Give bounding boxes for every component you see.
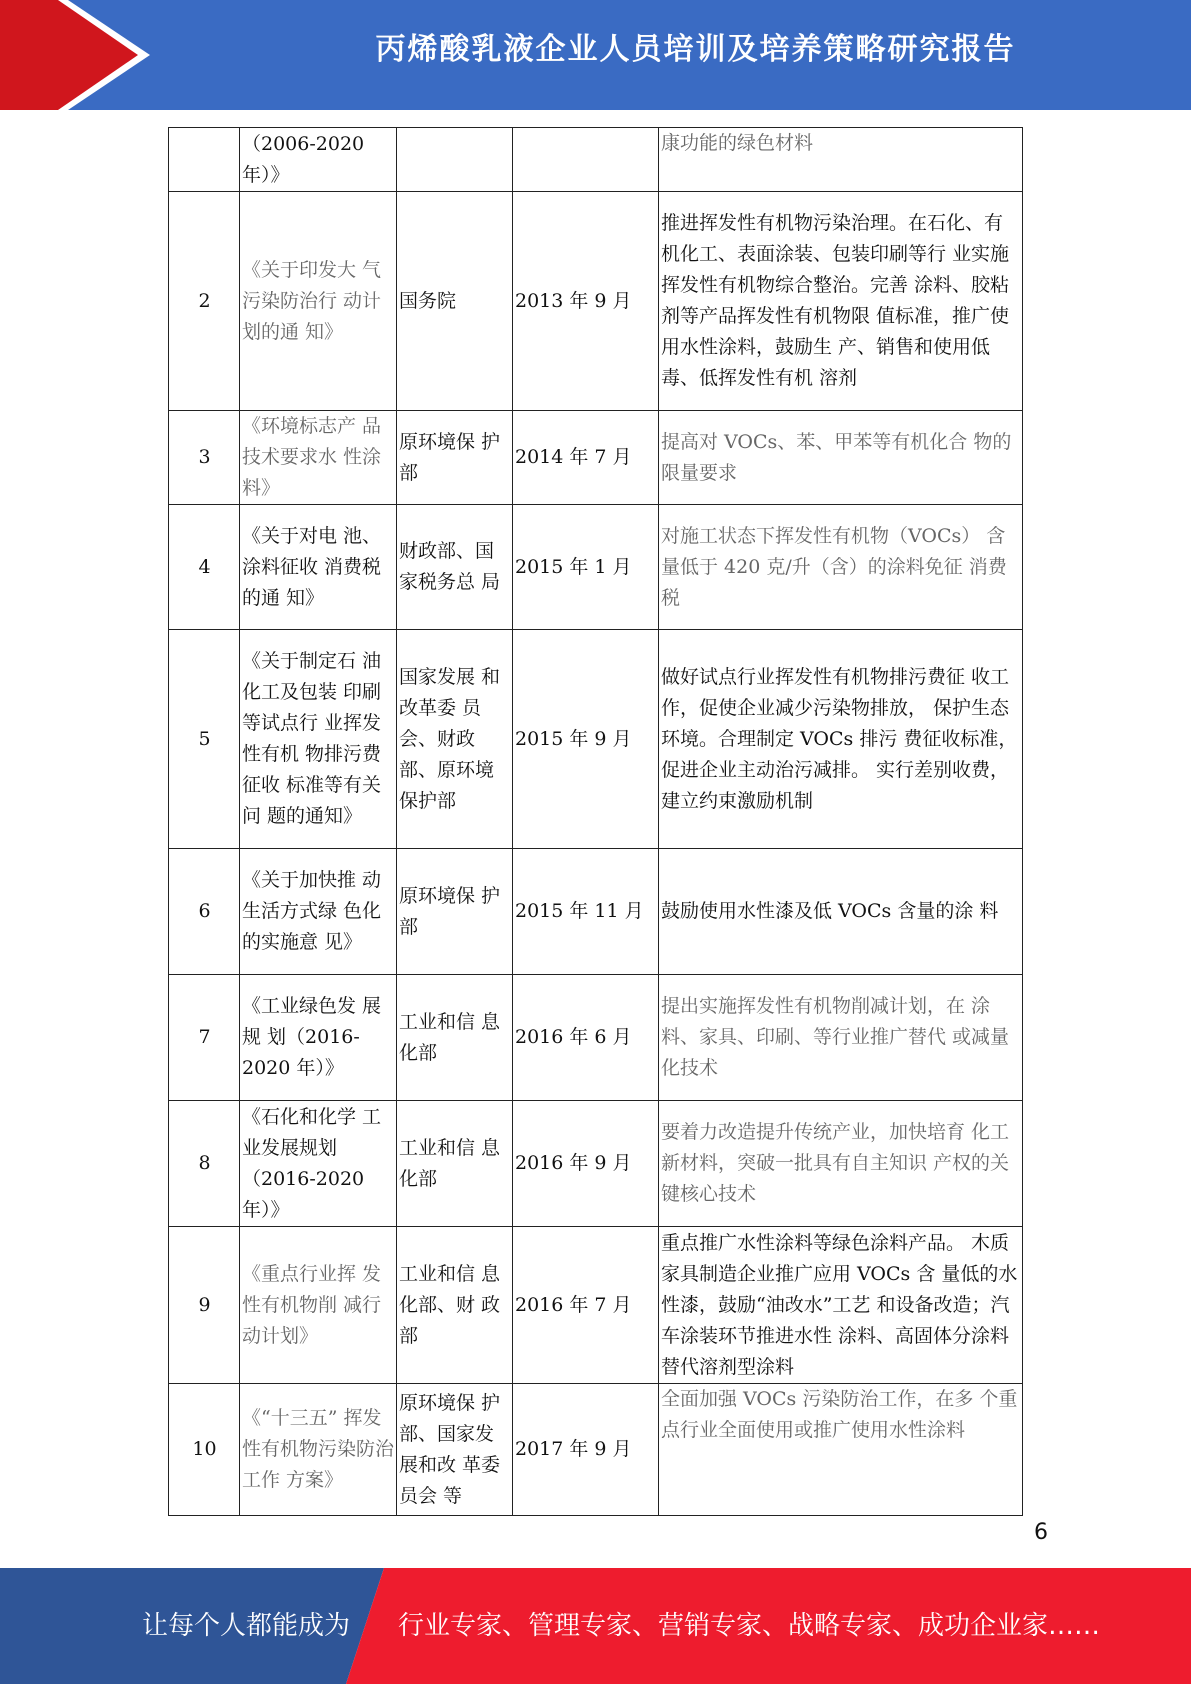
table-row	[169, 630, 1023, 849]
table-row	[169, 1384, 1023, 1516]
policy-table	[168, 127, 1023, 1516]
table-cell-name: 《“十三五” 挥发性有机物污染防治工作 方案》	[240, 1384, 397, 1516]
table-cell-content: 全面加强 VOCs 污染防治工作，在多 个重点行业全面使用或推广使用水性涂料	[659, 1384, 1023, 1516]
table-cell-issuer: 国务院	[397, 192, 513, 411]
table-cell-content: 鼓励使用水性漆及低 VOCs 含量的涂 料	[659, 849, 1023, 975]
table-cell-issuer	[397, 128, 513, 192]
table-cell-no: 8	[169, 1101, 240, 1227]
table-cell-issuer: 工业和信 息化部	[397, 1101, 513, 1227]
table-cell-no	[169, 128, 240, 192]
footer-slogan-right: 行业专家、管理专家、营销专家、战略专家、成功企业家……	[398, 1611, 1101, 1641]
table-cell-no: 4	[169, 505, 240, 630]
table-cell-date: 2015 年 1 月	[513, 505, 659, 630]
table-cell-date: 2015 年 11 月	[513, 849, 659, 975]
footer-banner	[0, 1568, 1191, 1684]
table-cell-content: 要着力改造提升传统产业，加快培育 化工新材料，突破一批具有自主知识 产权的关键核心技术	[659, 1101, 1023, 1227]
header-arrow-icon	[0, 0, 160, 110]
table-cell-name: 《关于对电 池、涂料征收 消费税的通 知》	[240, 505, 397, 630]
table-cell-name: 《重点行业挥 发性有机物削 减行动计划》	[240, 1227, 397, 1384]
table-cell-issuer: 工业和信 息化部	[397, 975, 513, 1101]
table-cell-name: 《关于加快推 动生活方式绿 色化的实施意 见》	[240, 849, 397, 975]
table-cell-issuer: 财政部、国家税务总 局	[397, 505, 513, 630]
table-cell-issuer: 工业和信 息化部、财 政部	[397, 1227, 513, 1384]
table-cell-date: 2015 年 9 月	[513, 630, 659, 849]
table-cell-date: 2014 年 7 月	[513, 411, 659, 505]
table-cell-name: 《关于制定石 油化工及包装 印刷等试点行 业挥发性有机 物排污费征收 标准等有关问 题的通知》	[240, 630, 397, 849]
table-cell-no: 10	[169, 1384, 240, 1516]
table-cell-name: 《环境标志产 品技术要求水 性涂料》	[240, 411, 397, 505]
table-row	[169, 975, 1023, 1101]
table-cell-date	[513, 128, 659, 192]
table-cell-content: 推进挥发性有机物污染治理。在石化、有机化工、表面涂装、包装印刷等行 业实施挥发性有机物综合整治。完善 涂料、胶粘剂等产品挥发性有机物限 值标准，推广使用水性涂料，鼓励生 产、销售和使用低毒、低挥发性有机 溶剂	[659, 192, 1023, 411]
table-cell-issuer: 国家发展 和改革委 员会、财政 部、原环境 保护部	[397, 630, 513, 849]
report-title: 丙烯酸乳液企业人员培训及培养策略研究报告	[375, 32, 1016, 67]
table-cell-no: 6	[169, 849, 240, 975]
table-cell-issuer: 原环境保 护部、国家发展和改 革委员会 等	[397, 1384, 513, 1516]
table-cell-name: 《关于印发大 气污染防治行 动计划的通 知》	[240, 192, 397, 411]
table-row	[169, 1101, 1023, 1227]
table-cell-date: 2016 年 7 月	[513, 1227, 659, 1384]
footer-slogan-left: 让每个人都能成为	[142, 1611, 351, 1641]
table-cell-name: （2006-2020 年）》	[240, 128, 397, 192]
table-row	[169, 128, 1023, 192]
header-banner	[0, 0, 1191, 110]
table-row	[169, 1227, 1023, 1384]
table-cell-no: 9	[169, 1227, 240, 1384]
table-cell-no: 3	[169, 411, 240, 505]
table-cell-issuer: 原环境保 护部	[397, 411, 513, 505]
page-number: 6	[1034, 1520, 1048, 1545]
table-cell-date: 2017 年 9 月	[513, 1384, 659, 1516]
table-cell-issuer: 原环境保 护部	[397, 849, 513, 975]
table-cell-content: 提出实施挥发性有机物削减计划，在 涂料、家具、印刷、等行业推广替代 或减量化技术	[659, 975, 1023, 1101]
table-cell-content: 康功能的绿色材料	[659, 128, 1023, 192]
table-row	[169, 849, 1023, 975]
table-row	[169, 411, 1023, 505]
table-cell-name: 《石化和化学 工业发展规划（2016-2020 年）》	[240, 1101, 397, 1227]
table-cell-content: 重点推广水性涂料等绿色涂料产品。 木质家具制造企业推广应用 VOCs 含 量低的水性漆，鼓励“油改水”工艺 和设备改造；汽车涂装环节推进水性 涂料、高固体分涂料替代溶剂型涂料	[659, 1227, 1023, 1384]
table-cell-no: 5	[169, 630, 240, 849]
table-row	[169, 505, 1023, 630]
table-row	[169, 192, 1023, 411]
table-cell-no: 7	[169, 975, 240, 1101]
table-cell-content: 提高对 VOCs、苯、甲苯等有机化合 物的限量要求	[659, 411, 1023, 505]
table-cell-content: 对施工状态下挥发性有机物（VOCs） 含量低于 420 克/升（含）的涂料免征 消费税	[659, 505, 1023, 630]
table-cell-no: 2	[169, 192, 240, 411]
table-cell-date: 2013 年 9 月	[513, 192, 659, 411]
table-cell-name: 《工业绿色发 展规 划（2016-2020 年）》	[240, 975, 397, 1101]
table-cell-content: 做好试点行业挥发性有机物排污费征 收工作，促使企业减少污染物排放， 保护生态环境。合理制定 VOCs 排污 费征收标准，促进企业主动治污减排。 实行差别收费，建立约束激励机制	[659, 630, 1023, 849]
table-cell-date: 2016 年 6 月	[513, 975, 659, 1101]
table-cell-date: 2016 年 9 月	[513, 1101, 659, 1227]
